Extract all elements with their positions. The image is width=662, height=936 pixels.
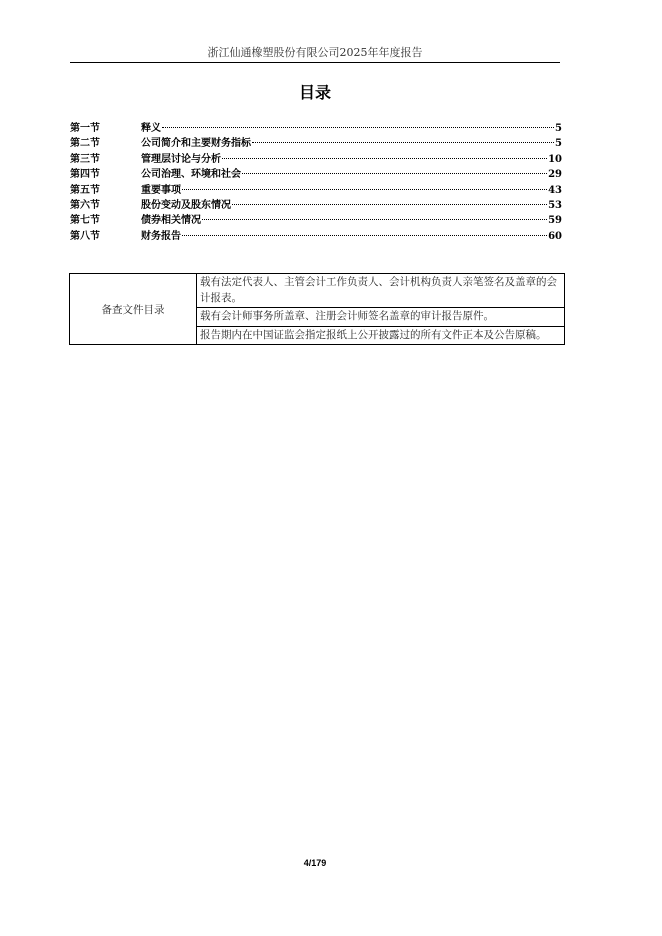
toc-section-number: 第二节 (70, 138, 100, 150)
toc-section-number: 第一节 (70, 123, 100, 134)
toc-leader-dots (182, 189, 547, 190)
toc-section-number: 第七节 (70, 215, 100, 227)
toc-leader-dots (222, 158, 547, 159)
header-rule (70, 62, 560, 63)
toc-page-number: 5 (555, 123, 562, 134)
toc-leader-dots (232, 204, 547, 205)
toc-row[interactable] (70, 152, 562, 167)
page-title: 目录 (298, 83, 331, 102)
toc-section-title: 管理层讨论与分析 (141, 153, 221, 165)
toc-section-title: 债券相关情况 (141, 215, 201, 227)
reference-document-item: 报告期内在中国证监会指定报纸上公开披露过的所有文件正本及公告原稿。 (197, 326, 565, 345)
toc-section-title: 股份变动及股东情况 (141, 199, 231, 211)
toc-page-number: 29 (548, 169, 562, 181)
toc-section-title: 释义 (141, 123, 161, 134)
toc-leader-dots (162, 127, 554, 128)
toc-section-title: 财务报告 (141, 230, 181, 242)
toc-section-number: 第三节 (70, 153, 100, 165)
toc-row[interactable] (70, 167, 562, 182)
table-row (70, 274, 565, 308)
toc-row[interactable] (70, 136, 562, 151)
toc-section-title: 重要事项 (141, 184, 181, 196)
toc-page-number: 53 (548, 199, 562, 211)
page-number: 4/179 (303, 858, 327, 868)
reference-documents-table (69, 273, 565, 345)
toc-leader-dots (202, 219, 547, 220)
toc-section-number: 第六节 (70, 199, 100, 211)
toc-section-title: 公司治理、环境和社会 (141, 169, 241, 181)
toc-row[interactable] (70, 213, 562, 228)
toc-page-number: 43 (548, 184, 562, 196)
toc-row[interactable] (70, 183, 562, 198)
toc-leader-dots (182, 235, 547, 236)
running-header: 浙江仙通橡塑股份有限公司2025年年度报告 (207, 46, 423, 59)
reference-documents-label: 备查文件目录 (70, 274, 197, 345)
toc-leader-dots (242, 173, 547, 174)
toc-page-number: 59 (548, 215, 562, 227)
toc-page-number: 10 (548, 153, 562, 165)
toc-leader-dots (252, 142, 554, 143)
toc-row[interactable] (70, 121, 562, 136)
toc-row[interactable] (70, 229, 562, 244)
toc-section-number: 第四节 (70, 169, 100, 181)
toc-section-title: 公司简介和主要财务指标 (141, 138, 251, 150)
reference-document-item: 载有会计师事务所盖章、注册会计师签名盖章的审计报告原件。 (197, 308, 565, 327)
table-of-contents (70, 121, 562, 244)
toc-page-number: 5 (555, 138, 562, 150)
toc-section-number: 第八节 (70, 230, 100, 242)
reference-document-item: 载有法定代表人、主管会计工作负责人、会计机构负责人亲笔签名及盖章的会计报表。 (197, 274, 565, 308)
toc-section-number: 第五节 (70, 184, 100, 196)
toc-row[interactable] (70, 198, 562, 213)
toc-page-number: 60 (548, 230, 562, 242)
